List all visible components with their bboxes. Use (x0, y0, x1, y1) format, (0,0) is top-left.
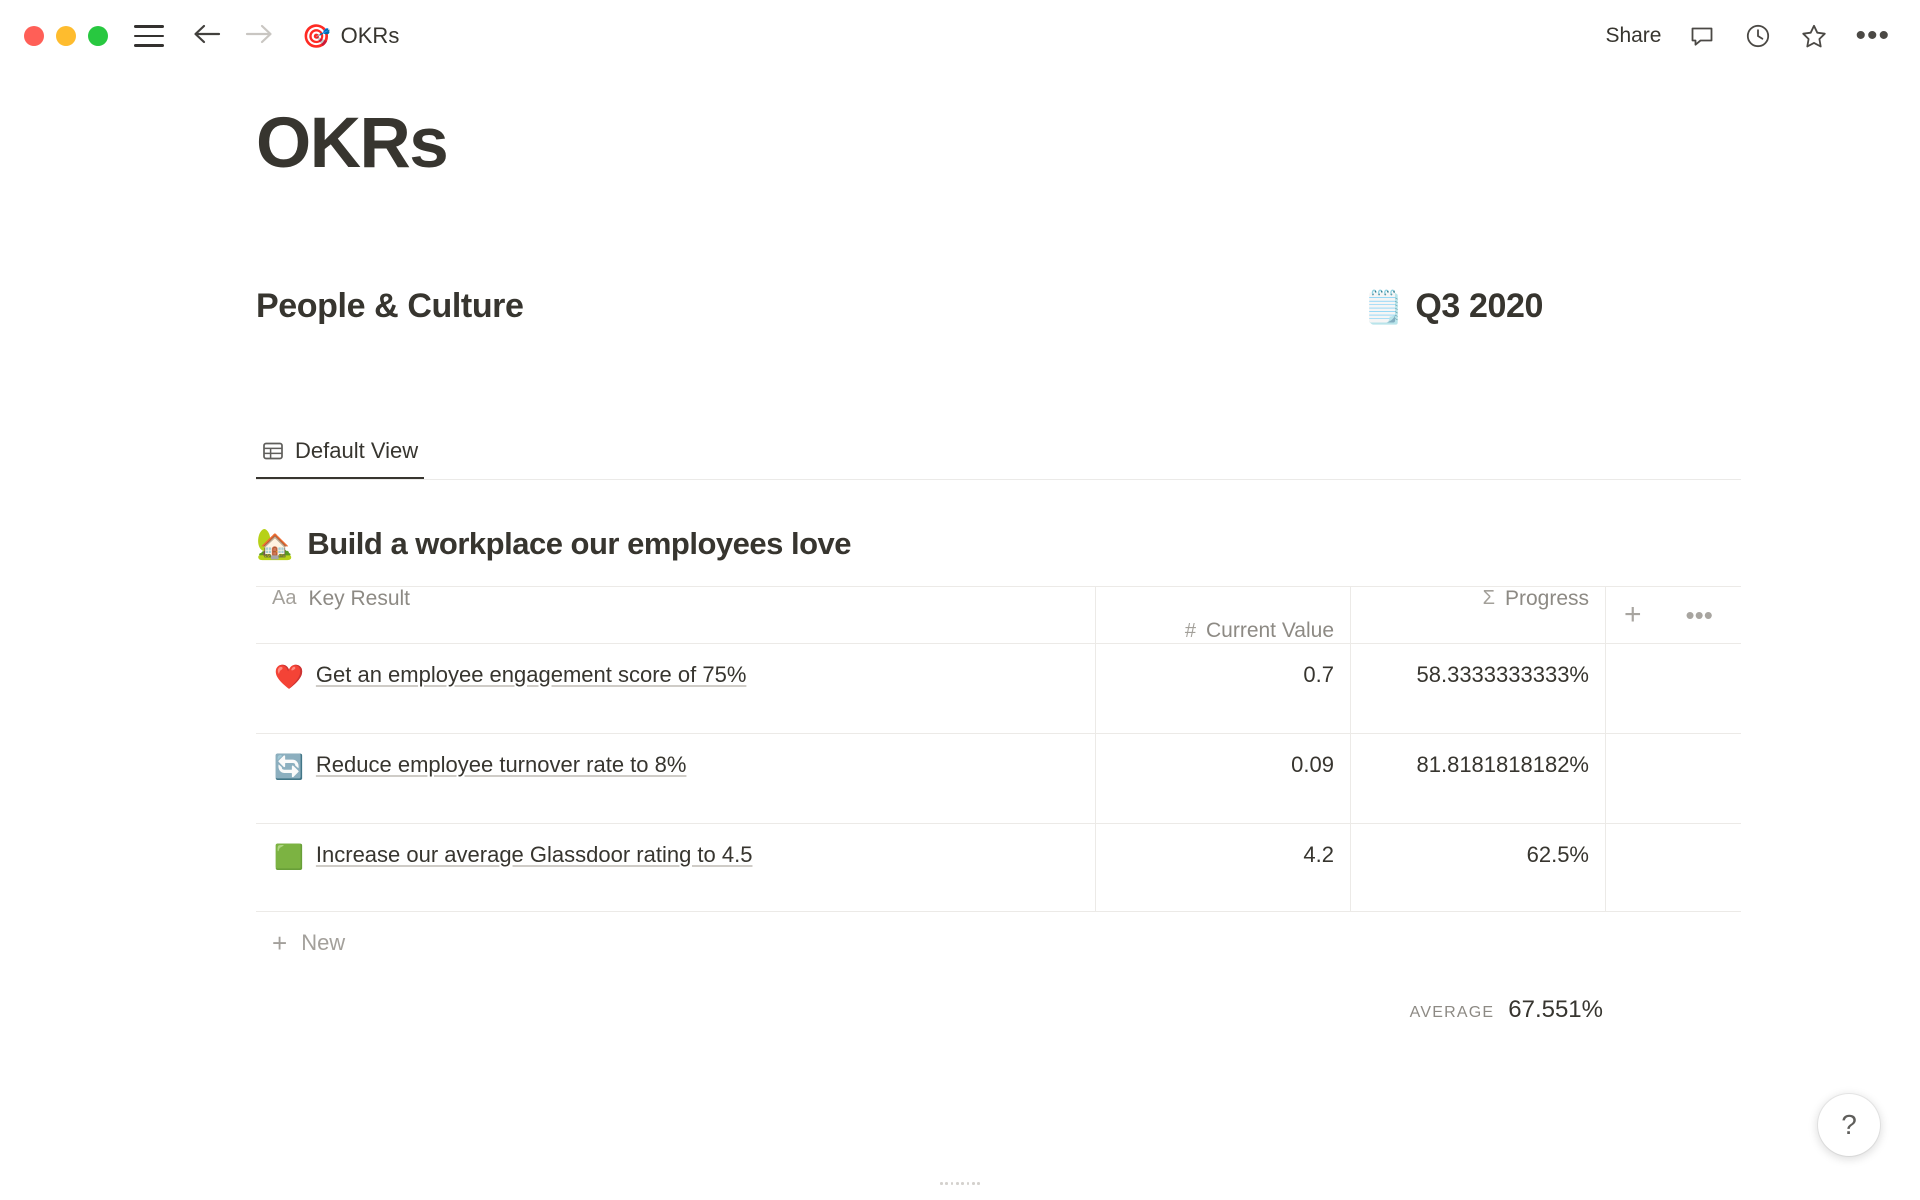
column-header-key-result[interactable] (256, 587, 1096, 643)
progress-cell[interactable]: 58.3333333333% (1351, 644, 1606, 733)
page-content (0, 104, 1920, 1024)
row-empty-cell (1606, 824, 1741, 911)
comment-icon[interactable] (1687, 21, 1717, 51)
help-button[interactable] (1818, 1094, 1880, 1156)
red-heart-icon: ❤️ (274, 664, 304, 691)
current-value-cell[interactable]: 0.7 (1096, 644, 1351, 733)
column-header-progress-label: Progress (1504, 587, 1589, 610)
sidebar-toggle-icon[interactable] (134, 25, 164, 47)
tab-default-view-label: Default View (295, 438, 419, 463)
view-tab-bar (256, 438, 1741, 480)
history-icon[interactable] (1743, 21, 1773, 51)
okr-table (256, 586, 1741, 974)
table-header-actions (1606, 587, 1741, 643)
add-new-row-label: New (301, 930, 346, 955)
table-options-icon[interactable]: ••• (1685, 600, 1713, 630)
recycle-arrows-icon: 🔄 (274, 754, 304, 781)
title-bar-actions (1605, 21, 1890, 51)
current-value-cell[interactable]: 0.09 (1096, 734, 1351, 823)
column-header-progress[interactable] (1351, 587, 1606, 643)
house-with-garden-icon: 🏡 (256, 527, 294, 561)
page-title: OKRs (256, 104, 448, 183)
quarter-heading (1364, 287, 1543, 326)
row-empty-cell (1606, 734, 1741, 823)
text-type-icon: Aa (272, 587, 297, 609)
objective-heading (256, 526, 1800, 562)
maximize-window-button[interactable] (88, 26, 108, 46)
window-resize-handle[interactable] (940, 1182, 980, 1188)
back-arrow-icon[interactable] (192, 21, 222, 51)
table-row[interactable] (256, 734, 1741, 824)
key-result-title[interactable]: Increase our average Glassdoor rating to 4.5 (315, 842, 753, 867)
objective-title: Build a workplace our employees love (307, 526, 851, 561)
column-header-key-result-label: Key Result (308, 587, 411, 610)
add-new-row-button[interactable] (256, 912, 1741, 974)
section-heading: People & Culture (256, 287, 524, 325)
key-result-cell[interactable] (256, 824, 1096, 911)
key-result-cell[interactable] (256, 644, 1096, 733)
column-header-current-value-label: Current Value (1205, 619, 1334, 642)
forward-arrow-icon[interactable] (244, 21, 274, 51)
green-square-icon: 🟩 (274, 844, 304, 871)
key-result-cell[interactable] (256, 734, 1096, 823)
progress-cell[interactable]: 62.5% (1351, 824, 1606, 911)
title-bar (0, 0, 1920, 72)
breadcrumb-label: OKRs (340, 23, 400, 48)
subheading-row (256, 287, 1800, 326)
table-row[interactable] (256, 644, 1741, 734)
row-empty-cell (1606, 644, 1741, 733)
window-controls (24, 26, 108, 46)
favorite-star-icon[interactable] (1799, 21, 1829, 51)
more-options-icon[interactable]: ••• (1855, 19, 1890, 52)
plus-icon: + (272, 928, 288, 958)
add-column-icon[interactable]: + (1624, 598, 1642, 631)
key-result-title[interactable]: Reduce employee turnover rate to 8% (315, 752, 687, 777)
table-view-icon (262, 440, 284, 462)
minimize-window-button[interactable] (56, 26, 76, 46)
breadcrumb[interactable] (302, 23, 399, 49)
summary-value[interactable]: 67.551% (1508, 996, 1603, 1023)
number-type-icon: # (1184, 620, 1196, 642)
summary-label: AVERAGE (1409, 1004, 1495, 1021)
progress-cell[interactable]: 81.8181818182% (1351, 734, 1606, 823)
help-question-icon: ? (1841, 1109, 1857, 1140)
current-value-cell[interactable]: 4.2 (1096, 824, 1351, 911)
quarter-label: Q3 2020 (1415, 287, 1544, 325)
table-summary (256, 996, 1741, 1024)
target-icon: 🎯 (302, 22, 331, 49)
close-window-button[interactable] (24, 26, 44, 46)
calendar-icon: 🗒️ (1363, 288, 1404, 325)
table-header-row (256, 587, 1741, 644)
tab-default-view[interactable] (256, 438, 424, 479)
column-header-current-value[interactable] (1096, 587, 1351, 643)
key-result-title[interactable]: Get an employee engagement score of 75% (315, 662, 747, 687)
formula-type-icon: Σ (1482, 587, 1495, 609)
table-row[interactable] (256, 824, 1741, 912)
share-button[interactable]: Share (1605, 24, 1662, 47)
